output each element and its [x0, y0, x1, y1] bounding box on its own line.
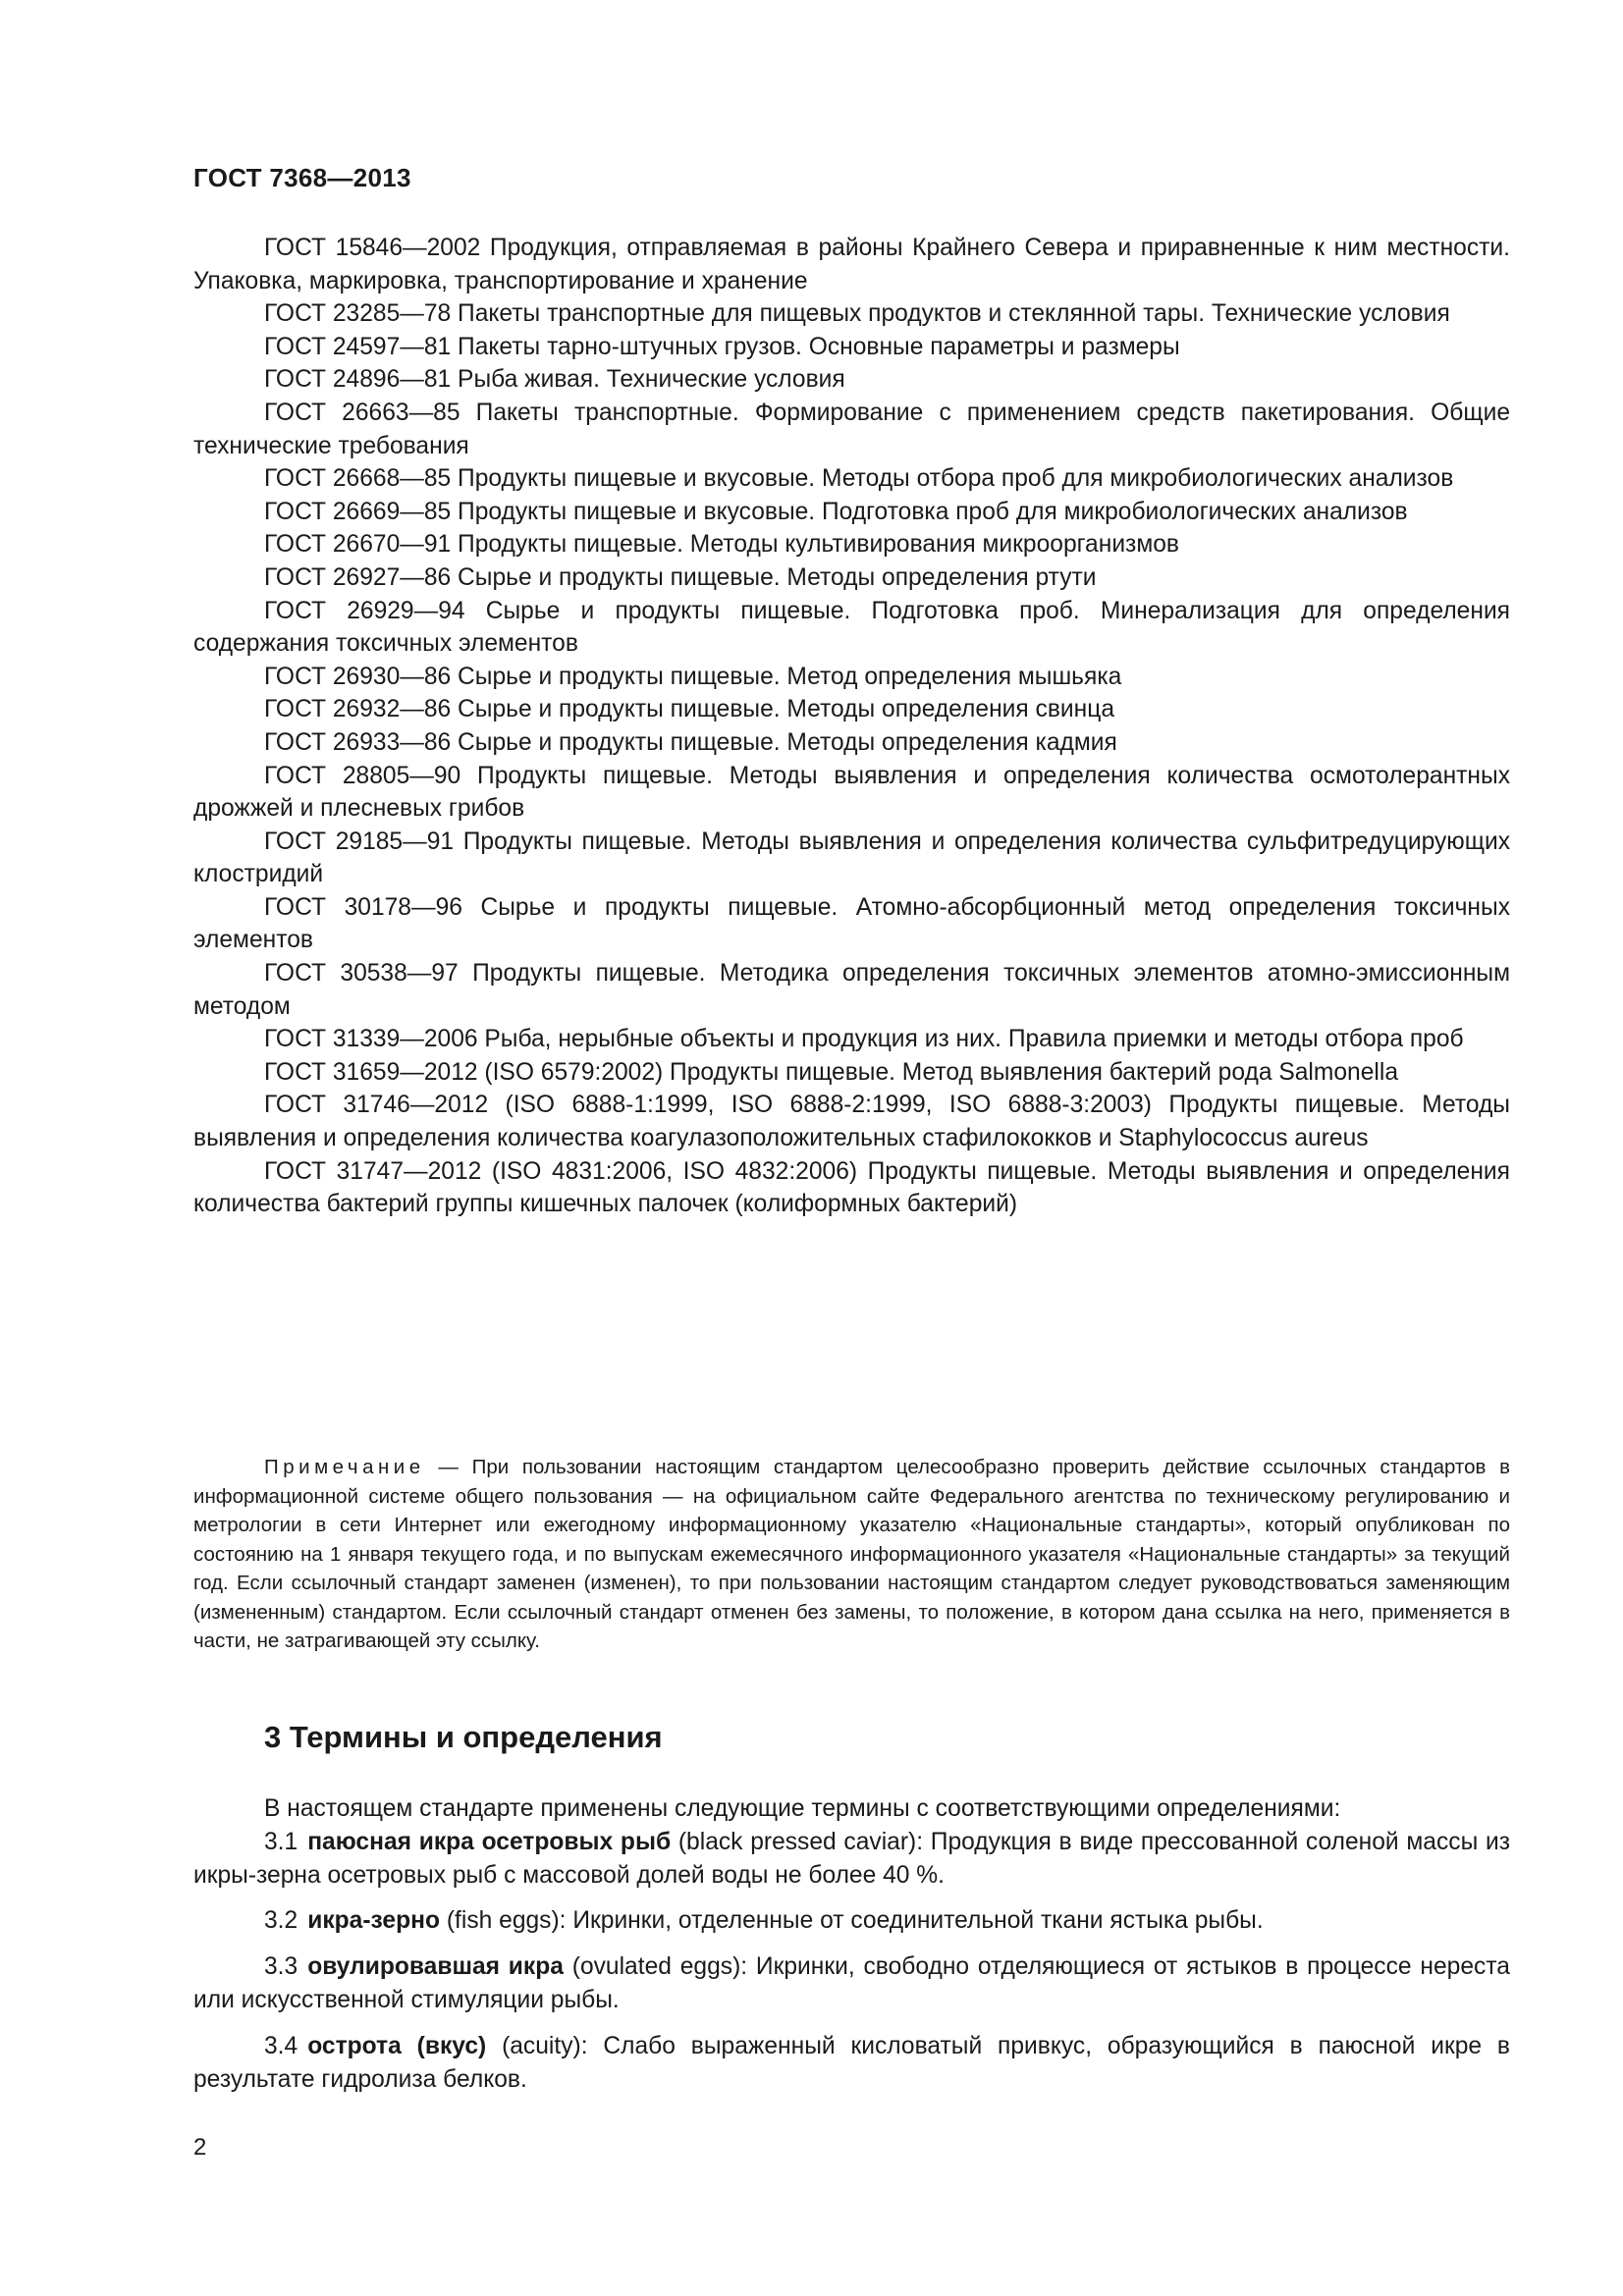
- reference-item: ГОСТ 31746—2012 (ISO 6888-1:1999, ISO 6888-2:1999, ISO 6888-3:2003) Продукты пищевые. Методы выявления и определения количества коагулазоположительных стафилококков и Staphylococcus aureus: [193, 1092, 1510, 1152]
- terms-list: [193, 1792, 1510, 2109]
- reference-item: ГОСТ 31339—2006 Рыба, нерыбные объекты и продукция из них. Правила приемки и методы отбора проб: [264, 1026, 1464, 1053]
- reference-item: ГОСТ 24597—81 Пакеты тарно-штучных грузов. Основные параметры и размеры: [264, 333, 1180, 360]
- term-definition: (acuity): Слабо выраженный кисловатый привкус, образующийся в паюсной икре в результате гидролиза белков.: [193, 2032, 1510, 2093]
- note-label: Примечание: [264, 1456, 425, 1478]
- term-name: икра-зерно: [307, 1907, 441, 1935]
- term-item: [193, 1826, 1510, 1893]
- reference-item: ГОСТ 23285—78 Пакеты транспортные для пищевых продуктов и стеклянной тары. Технические условия: [264, 300, 1450, 328]
- note-paragraph: [193, 1453, 1510, 1656]
- reference-item: ГОСТ 24896—81 Рыба живая. Технические условия: [264, 366, 845, 394]
- term-name: овулировавшая икра: [307, 1953, 564, 1981]
- term-definition: (ovulated eggs): Икринки, свободно отделяющиеся от ястыков в процессе нереста или искусственной стимуляции рыбы.: [193, 1953, 1510, 2013]
- term-definition: (fish eggs): Икринки, отделенные от соединительной ткани ястыка рыбы.: [440, 1907, 1264, 1935]
- term-item: [193, 1950, 1510, 2017]
- document-header: ГОСТ 7368—2013: [193, 163, 411, 192]
- reference-item: ГОСТ 26670—91 Продукты пищевые. Методы культивирования микроорганизмов: [264, 531, 1179, 559]
- reference-item: ГОСТ 26669—85 Продукты пищевые и вкусовые. Подготовка проб для микробиологических анализов: [264, 498, 1408, 525]
- page-number: 2: [193, 2134, 207, 2161]
- term-definition: (black pressed caviar): Продукция в виде прессованной соленой массы из икры-зерна осетровых рыб с массовой долей воды не более 40 %.: [193, 1828, 1510, 1889]
- terms-intro: В настоящем стандарте применены следующие термины с соответствующими определениями:: [264, 1795, 1341, 1822]
- term-name: острота (вкус): [307, 2032, 487, 2059]
- reference-item: ГОСТ 31659—2012 (ISO 6579:2002) Продукты пищевые. Метод выявления бактерий рода Salmonella: [264, 1058, 1399, 1086]
- reference-item: ГОСТ 26930—86 Сырье и продукты пищевые. Метод определения мышьяка: [264, 663, 1122, 690]
- reference-item: ГОСТ 31747—2012 (ISO 4831:2006, ISO 4832:2006) Продукты пищевые. Методы выявления и определения количества бактерий группы кишечных палочек (колиформных бактерий): [193, 1157, 1510, 1218]
- reference-item: ГОСТ 28805—90 Продукты пищевые. Методы выявления и определения количества осмотолерантных дрожжей и плесневых грибов: [193, 762, 1510, 823]
- reference-item: ГОСТ 26932—86 Сырье и продукты пищевые. Методы определения свинца: [264, 696, 1114, 723]
- normative-references-list: [193, 232, 1510, 1221]
- reference-item: ГОСТ 26927—86 Сырье и продукты пищевые. Методы определения ртути: [264, 563, 1097, 591]
- term-name: паюсная икра осетровых рыб: [307, 1828, 672, 1855]
- reference-item: ГОСТ 30178—96 Сырье и продукты пищевые. Атомно-абсорбционный метод определения токсичных элементов: [193, 893, 1510, 954]
- reference-item: ГОСТ 30538—97 Продукты пищевые. Методика определения токсичных элементов атомно-эмиссионным методом: [193, 960, 1510, 1020]
- section-title: 3 Термины и определения: [264, 1720, 663, 1754]
- term-item: [193, 1904, 1510, 1938]
- reference-item: ГОСТ 26668—85 Продукты пищевые и вкусовые. Методы отбора проб для микробиологических анализов: [264, 465, 1454, 493]
- term-number: 3.1: [264, 1828, 298, 1855]
- reference-item: ГОСТ 29185—91 Продукты пищевые. Методы выявления и определения количества сульфитредуцирующих клостридий: [193, 828, 1510, 888]
- reference-item: ГОСТ 26929—94 Сырье и продукты пищевые. Подготовка проб. Минерализация для определения содержания токсичных элементов: [193, 597, 1510, 658]
- term-number: 3.4: [264, 2032, 298, 2059]
- term-number: 3.2: [264, 1907, 298, 1935]
- term-number: 3.3: [264, 1953, 298, 1981]
- reference-item: ГОСТ 26933—86 Сырье и продукты пищевые. Методы определения кадмия: [264, 728, 1117, 756]
- reference-item: ГОСТ 15846—2002 Продукция, отправляемая в районы Крайнего Севера и приравненные к ним местности. Упаковка, маркировка, транспортирование и хранение: [193, 235, 1510, 294]
- note-text: — При пользовании настоящим стандартом целесообразно проверить действие ссылочных стандартов в информационной системе общего пользования — на официальном сайте Федерального агентства по техническому регулированию и метрологии в сети Интернет или ежегодному информационному указателю «Национальные стандарты», который опубликован по состоянию на 1 января текущего года, и по выпускам ежемесячного информационного указателя «Национальные стандарты» за текущий год. Если ссылочный стандарт заменен (изменен), то при пользовании настоящим стандартом следует руководствоваться заменяющим (измененным) стандартом. Если ссылочный стандарт отменен без замены, то положение, в котором дана ссылка на него, применяется в части, не затрагивающей эту ссылку.: [193, 1456, 1510, 1652]
- reference-item: ГОСТ 26663—85 Пакеты транспортные. Формирование с применением средств пакетирования. Общие технические требования: [193, 399, 1510, 459]
- term-item: [193, 2030, 1510, 2097]
